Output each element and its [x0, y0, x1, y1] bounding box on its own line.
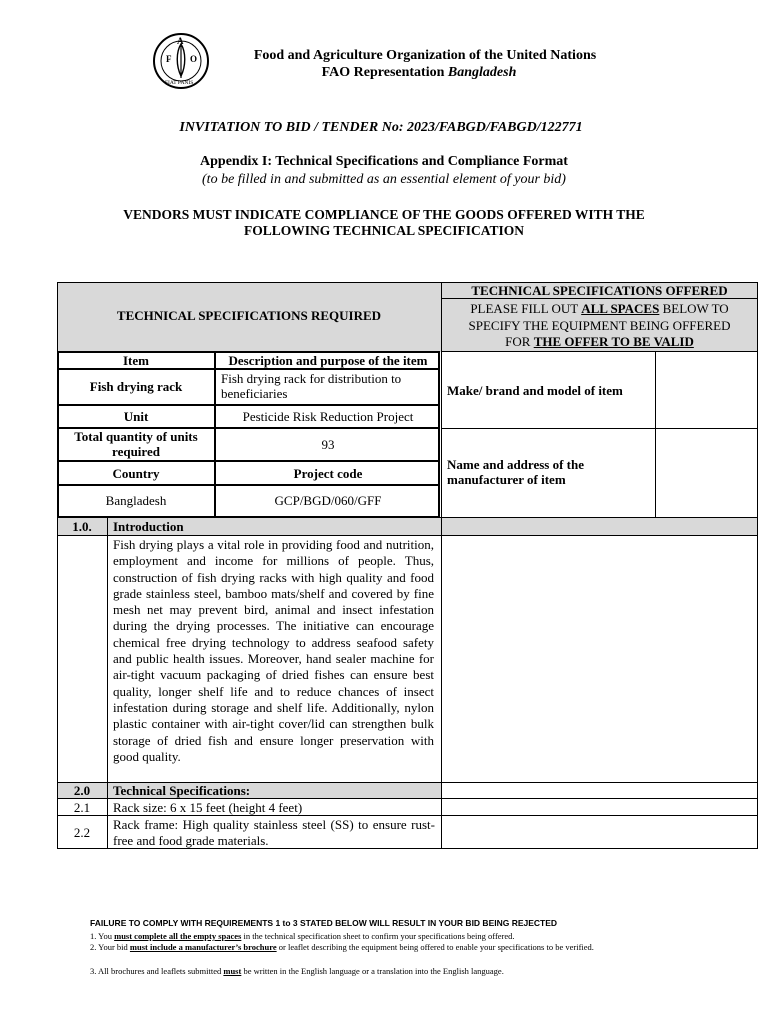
qty-label: Total quantity of units required: [74, 429, 198, 459]
representation-country: Bangladesh: [447, 65, 517, 80]
country-value: Bangladesh: [105, 493, 167, 508]
unit-value: Pesticide Risk Reduction Project: [242, 409, 414, 424]
item-label: Item: [123, 353, 149, 368]
introduction-paragraph: Fish drying plays a vital role in providing food and nutrition, employment and income for millions of people. Thus, construction of fish drying racks with high quality and food grade stainless steel, bamboo mats/shelf and covered by fine mesh net may prevent bird, animal and insect infestation during the drying processes. The initiative can encourage chemical free drying technology to address seafood safety and public health issues. Moreover, hand sealer machine for air-tight vacuum packaging of dried fishes can ensure best quality, longer shelf life and to reduce chances of insect infestation during storage and shelf life. Additionally, nylon plastic container with air-tight cover/lid can strengthen bulk storage of dried fish and ensure longer preservation with good quality.: [113, 537, 434, 764]
required-header: TECHNICAL SPECIFICATIONS REQUIRED: [116, 308, 382, 323]
logo-letter-f: F: [166, 54, 172, 64]
vendor-notice-line2: FOLLOWING TECHNICAL SPECIFICATION: [243, 223, 525, 238]
appendix-title: Appendix I: Technical Specifications and Compliance Format: [200, 154, 568, 169]
representation-prefix: FAO Representation: [321, 65, 448, 80]
appendix-subtitle: (to be filled in and submitted as an essential element of your bid): [202, 172, 566, 187]
row-text-introduction: Introduction: [113, 519, 184, 534]
representation-line: [0, 65, 768, 81]
row-text-rack-frame: Rack frame: High quality stainless steel (SS) to ensure rust-free and food grade materials.: [113, 817, 435, 848]
row-num-2-0: 2.0: [73, 783, 91, 798]
all-spaces-emphasis: ALL SPACES: [581, 301, 660, 316]
unit-label: Unit: [123, 409, 149, 424]
vendor-notice: [0, 207, 768, 239]
footer-note-1: 1. You must complete all the empty spaces in the technical specification sheet to confirm your specifications being offered.: [90, 931, 515, 941]
footer-note-3: 3. All brochures and leaflets submitted must be written in the English language or a translation into the English language.: [90, 966, 504, 976]
project-label: Project code: [293, 466, 363, 481]
offered-instructions: PLEASE FILL OUT ALL SPACES BELOW TO SPECIFY THE EQUIPMENT BEING OFFERED FOR THE OFFER TO BE VALID: [468, 301, 731, 349]
logo-motto: FIAT PANIS: [165, 80, 194, 86]
project-value: GCP/BGD/060/GFF: [274, 493, 382, 508]
desc-label: Description and purpose of the item: [228, 353, 428, 368]
country-label: Country: [112, 466, 160, 481]
manufacturer-label: Name and address of the manufacturer of item: [447, 457, 584, 487]
row-num-2-2: 2.2: [73, 825, 91, 840]
footer-warning: FAILURE TO COMPLY WITH REQUIREMENTS 1 to 3 STATED BELOW WILL RESULT IN YOUR BID BEING REJECTED: [90, 918, 558, 928]
row-num-2-1: 2.1: [73, 800, 91, 815]
vendor-notice-line1: VENDORS MUST INDICATE COMPLIANCE OF THE GOODS OFFERED WITH THE: [123, 207, 645, 222]
logo-letter-o: O: [190, 54, 198, 64]
tender-title: INVITATION TO BID / TENDER No: 2023/FABGD/FABGD/122771: [179, 120, 583, 135]
row-num-1-0: 1.0.: [72, 519, 92, 534]
qty-value: 93: [321, 437, 335, 452]
row-text-tech-spec: Technical Specifications:: [113, 783, 251, 798]
item-value: Fish drying rack: [89, 379, 183, 394]
desc-value: Fish drying rack for distribution to beneficiaries: [221, 371, 402, 401]
row-text-rack-size: Rack size: 6 x 15 feet (height 4 feet): [113, 800, 303, 815]
footer-note-2: 2. Your bid must include a manufacturer’s brochure or leaflet describing the equipment being offered to enable your specifications to be verified.: [90, 942, 594, 952]
logo-letter-a: A: [177, 36, 184, 46]
org-name: Food and Agriculture Organization of the United Nations: [253, 48, 597, 63]
make-brand-label: Make/ brand and model of item: [447, 383, 623, 398]
offered-header: TECHNICAL SPECIFICATIONS OFFERED: [471, 283, 728, 298]
offer-valid-emphasis: THE OFFER TO BE VALID: [533, 334, 694, 349]
